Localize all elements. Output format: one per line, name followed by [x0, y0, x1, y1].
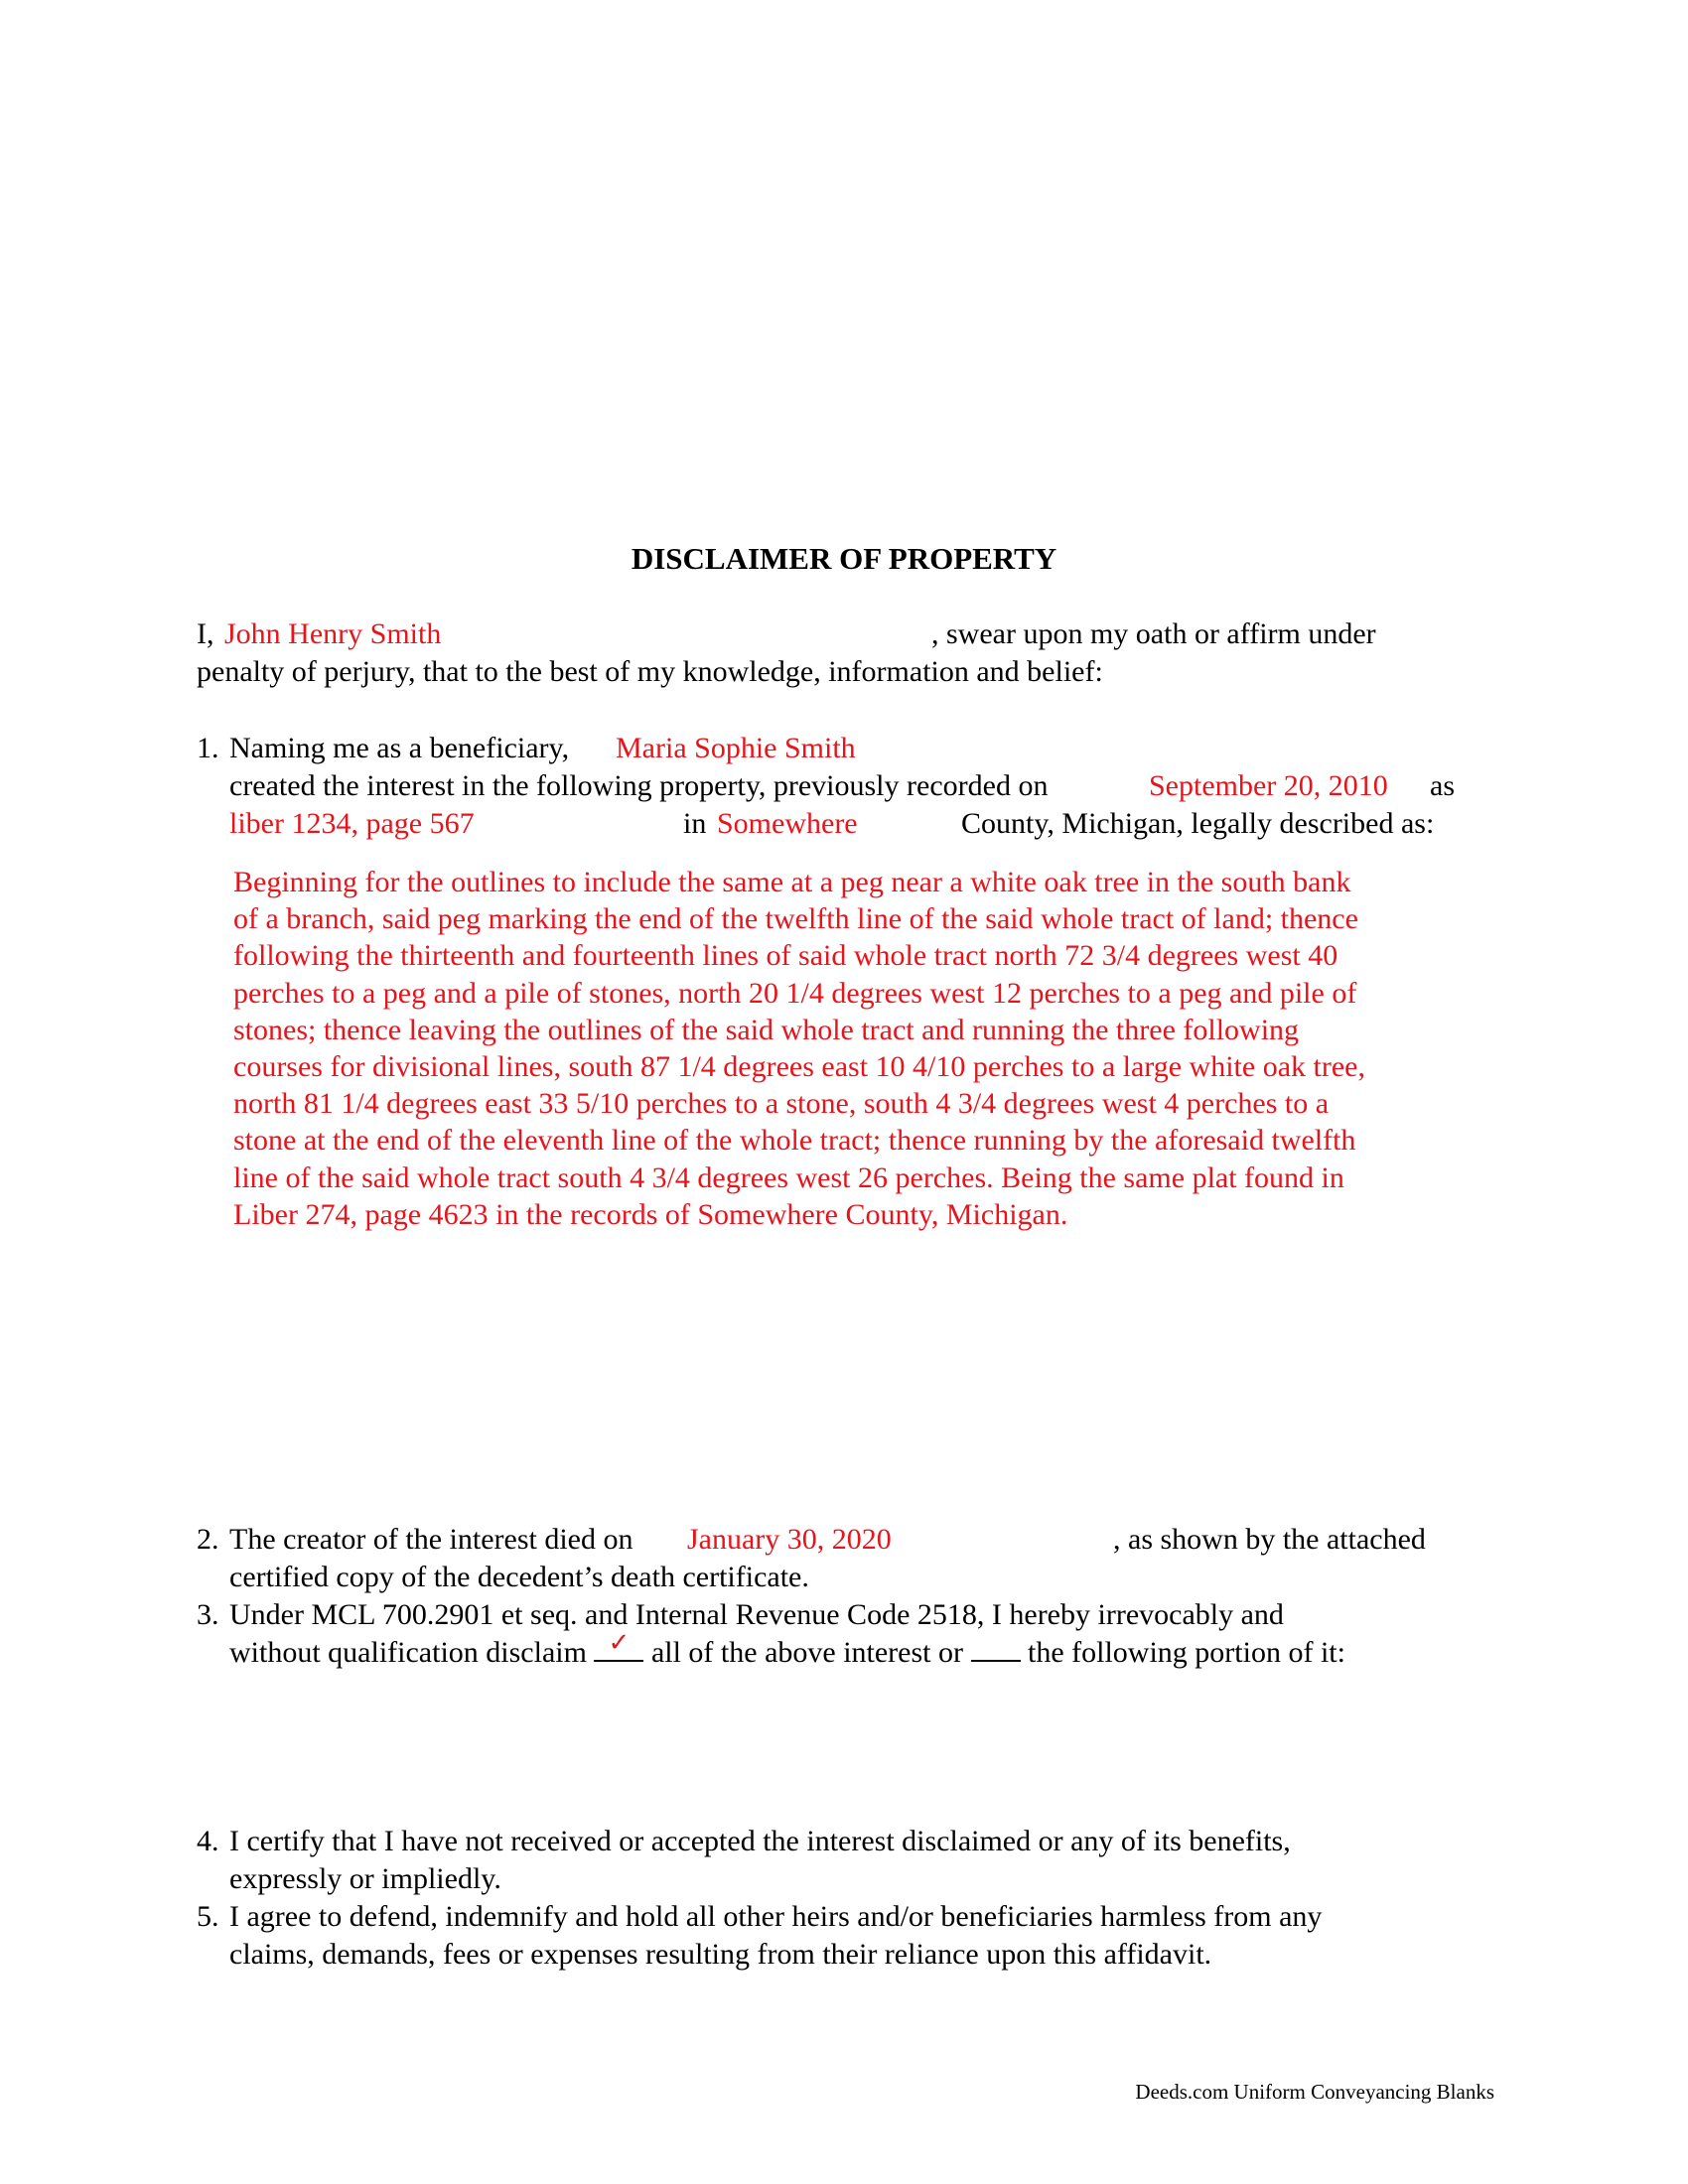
item-1-number: 1.: [197, 732, 219, 764]
county-suffix: County, Michigan, legally described as:: [961, 807, 1435, 840]
intro-prefix: I,: [197, 617, 214, 650]
legal-line: Beginning for the outlines to include the same at a peg near a white oak tree in the south bank: [233, 866, 1351, 898]
item-3-all-text: all of the above interest or: [650, 1636, 963, 1669]
item-5-number: 5.: [197, 1900, 219, 1933]
record-reference: liber 1234, page 567: [229, 807, 475, 840]
affiant-name: John Henry Smith: [224, 617, 442, 650]
item-1-lead: Naming me as a beneficiary,: [229, 732, 570, 764]
record-date: September 20, 2010: [1149, 769, 1388, 802]
legal-line: line of the said whole tract south 4 3/4 degrees west 26 perches. Being the same plat found in: [233, 1160, 1344, 1194]
item-5-line-2: claims, demands, fees or expenses resulting from their reliance upon this affidavit.: [229, 1938, 1212, 1971]
item-2-lead: The creator of the interest died on: [229, 1523, 633, 1556]
document-title: DISCLAIMER OF PROPERTY: [631, 541, 1057, 576]
county-name: Somewhere: [717, 807, 858, 840]
item-3-line-2: [229, 1628, 1345, 1671]
intro-oath-text: , swear upon my oath or affirm under: [931, 617, 1376, 650]
item-2-attached-text: , as shown by the attached: [1113, 1523, 1426, 1556]
item-1-in-word: in: [683, 807, 707, 840]
legal-line: Liber 274, page 4623 in the records of Somewhere County, Michigan.: [233, 1197, 1068, 1231]
item-5-line-1: I agree to defend, indemnify and hold all other heirs and/or beneficiaries harmless from any: [229, 1900, 1323, 1933]
check-mark-icon: ✓: [608, 1628, 631, 1658]
disclaim-all-checkbox[interactable]: [594, 1628, 643, 1662]
legal-line: following the thirteenth and fourteenth lines of said whole tract north 72 3/4 degrees west 40: [233, 939, 1338, 973]
item-4-number: 4.: [197, 1825, 219, 1857]
disclaim-portion-checkbox[interactable]: [971, 1634, 1021, 1662]
legal-line: perches to a peg and a pile of stones, north 20 1/4 degrees west 12 perches to a peg and pile of: [233, 976, 1357, 1010]
item-3-number: 3.: [197, 1598, 219, 1631]
legal-line: stone at the end of the eleventh line of the whole tract; thence running by the aforesaid twelfth: [233, 1124, 1356, 1158]
legal-line: of a branch, said peg marking the end of the twelfth line of the said whole tract of land; thence: [233, 902, 1358, 936]
item-1-as-word: as: [1430, 769, 1455, 802]
legal-line: courses for divisional lines, south 87 1/4 degrees east 10 4/10 perches to a large white oak tree,: [233, 1050, 1365, 1084]
item-4-line-2: expressly or impliedly.: [229, 1862, 501, 1895]
item-1-line-2: created the interest in the following property, previously recorded on: [229, 769, 1049, 802]
intro-line-2: penalty of perjury, that to the best of my knowledge, information and belief:: [197, 655, 1103, 688]
item-2-line-2: certified copy of the decedent’s death certificate.: [229, 1561, 809, 1593]
item-3-disclaim-text: without qualification disclaim: [229, 1636, 587, 1669]
death-date: January 30, 2020: [687, 1523, 892, 1556]
item-2-number: 2.: [197, 1523, 219, 1556]
creator-name: Maria Sophie Smith: [616, 732, 856, 764]
item-3-line-1: Under MCL 700.2901 et seq. and Internal Revenue Code 2518, I hereby irrevocably and: [229, 1598, 1284, 1631]
legal-line: north 81 1/4 degrees east 33 5/10 perches to a stone, south 4 3/4 degrees west 4 perches to a: [233, 1087, 1330, 1121]
item-3-portion-text: the following portion of it:: [1028, 1636, 1345, 1669]
footer-credit: Deeds.com Uniform Conveyancing Blanks: [1135, 2080, 1494, 2104]
legal-line: stones; thence leaving the outlines of the said whole tract and running the three following: [233, 1013, 1300, 1046]
legal-description: [233, 864, 1514, 1233]
item-4-line-1: I certify that I have not received or accepted the interest disclaimed or any of its benefits,: [229, 1825, 1291, 1857]
